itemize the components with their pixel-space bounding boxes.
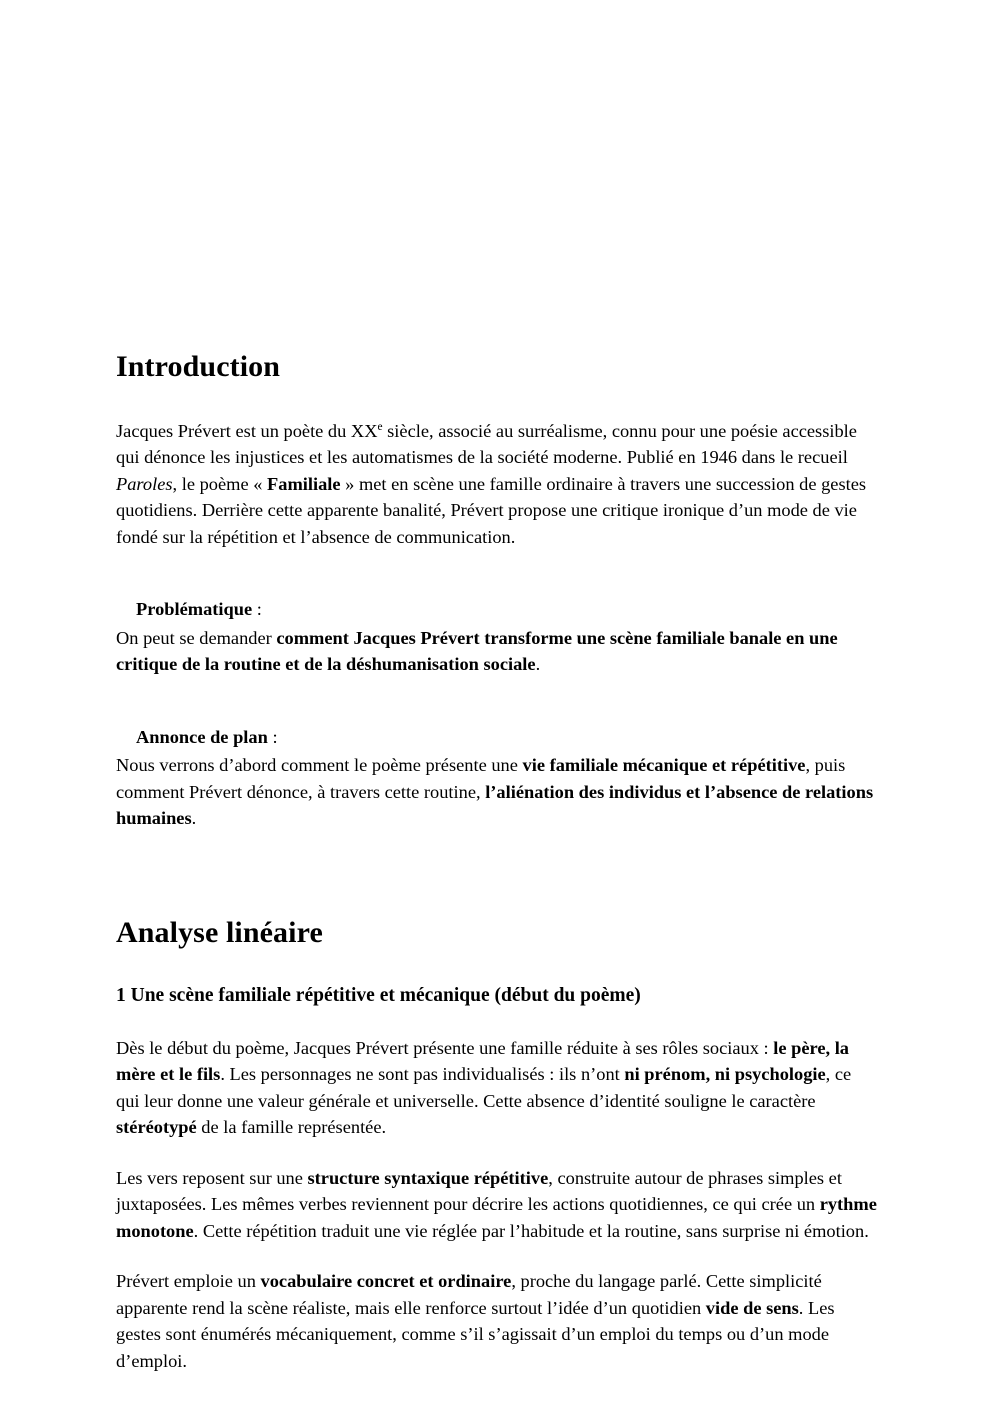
structure-lead: Les vers reposent sur une	[116, 1167, 308, 1188]
vocabulaire-lead: Prévert emploie un	[116, 1271, 261, 1292]
paragraph-problematique	[116, 625, 879, 678]
structure-tail: . Cette répétition traduit une vie réglée par l’habitude et la routine, sans surprise ni émotion.	[193, 1220, 869, 1241]
structure-bold-rythme: rythme monotone	[116, 1194, 877, 1241]
problematique-colon: :	[252, 599, 262, 620]
vocabulaire-tail: . Les gestes sont énumérés mécaniquement, comme s’il s’agissait d’un emploi du temps ou d’un mode d’emploi.	[116, 1297, 835, 1371]
spacer-before-problematique	[116, 574, 879, 596]
annonce-mid: , puis comment Prévert dénonce, à travers cette routine,	[116, 755, 846, 802]
page-title-introduction: Introduction	[116, 350, 281, 383]
poem-title-familiale: Familiale	[267, 473, 341, 494]
problematique-tail: .	[535, 654, 541, 675]
paragraph-introduction	[116, 418, 879, 551]
paragraph-roles-sociaux	[116, 1035, 879, 1141]
paragraph-vocabulaire-ordinaire	[116, 1268, 879, 1374]
vocabulaire-bold-vide-de-sens: vide de sens	[705, 1297, 799, 1318]
intro-text-part1: Jacques Prévert est un poète du XX	[116, 420, 378, 441]
vocabulaire-bold-lexique: vocabulaire concret et ordinaire	[260, 1271, 512, 1292]
page-title-analyse-lineaire: Analyse linéaire	[116, 915, 323, 949]
roles-tail: de la famille représentée.	[196, 1117, 387, 1138]
spacer-before-analyse	[116, 832, 879, 916]
roles-bold-personnages: le père, la mère et le fils	[116, 1037, 850, 1085]
ordinal-superscript: e	[377, 420, 383, 433]
annonce-tail: .	[191, 808, 197, 829]
annonce-colon: :	[267, 726, 278, 747]
annonce-bold-axe1: vie familiale mécanique et répétitive	[522, 755, 806, 776]
annonce-lead: Nous verrons d’abord comment le poème présente une	[116, 755, 523, 776]
paragraph-structure-repetitive	[116, 1165, 879, 1245]
roles-lead: Dès le début du poème, Jacques Prévert présente une famille réduite à ses rôles sociaux :	[116, 1037, 774, 1058]
spacer-before-annonce	[116, 702, 879, 724]
annonce-de-plan-label: Annonce de plan	[136, 726, 268, 747]
structure-bold-syntaxe: structure syntaxique répétitive	[307, 1167, 549, 1188]
structure-mid: , construite autour de phrases simples et juxtaposées. Les mêmes verbes reviennent pour décrire les actions quotidiennes, ce qui crée un	[116, 1167, 842, 1215]
intro-text-part2: siècle, associé au surréalisme, connu pour une poésie accessible qui dénonce les injustices et les automatismes de la société moderne. Publié en 1946 dans le recueil	[116, 420, 857, 468]
book-title-paroles: Paroles	[116, 473, 173, 494]
problematique-label: Problématique	[136, 599, 253, 620]
intro-text-part3: , le poème «	[172, 473, 268, 494]
roles-bold-anonymat: ni prénom, ni psychologie	[624, 1064, 826, 1085]
problematique-lead: On peut se demander	[116, 627, 277, 648]
annonce-label-line	[116, 724, 879, 751]
roles-bold-stereotype: stéréotypé	[116, 1117, 197, 1138]
annonce-bold-axe2: l’aliénation des individus et l’absence de relations humaines	[116, 781, 874, 829]
vocabulaire-mid: , proche du langage parlé. Cette simplicité apparente rend la scène réaliste, mais elle renforce surtout l’idée d’un quotidien	[116, 1271, 822, 1318]
roles-mid: . Les personnages ne sont pas individualisés : ils n’ont	[220, 1064, 625, 1085]
problematique-question: comment Jacques Prévert transforme une scène familiale banale en une critique de la routine et de la déshumanisation sociale	[116, 627, 838, 675]
intro-text-part4: » met en scène une famille ordinaire à travers une succession de gestes quotidiens. Derrière cette apparente banalité, Prévert propose une critique ironique d’un mode de vie fondé sur la répétition et l’absence de communication.	[116, 473, 867, 547]
subheading-partie-1: 1 Une scène familiale répétitive et mécanique (début du poème)	[116, 985, 641, 1007]
problematique-label-line	[116, 596, 879, 623]
roles-mid2: , ce qui leur donne une valeur générale et universelle. Cette absence d’identité souligne le caractère	[116, 1064, 852, 1111]
paragraph-annonce-de-plan	[116, 752, 879, 832]
document-content	[116, 350, 879, 1374]
